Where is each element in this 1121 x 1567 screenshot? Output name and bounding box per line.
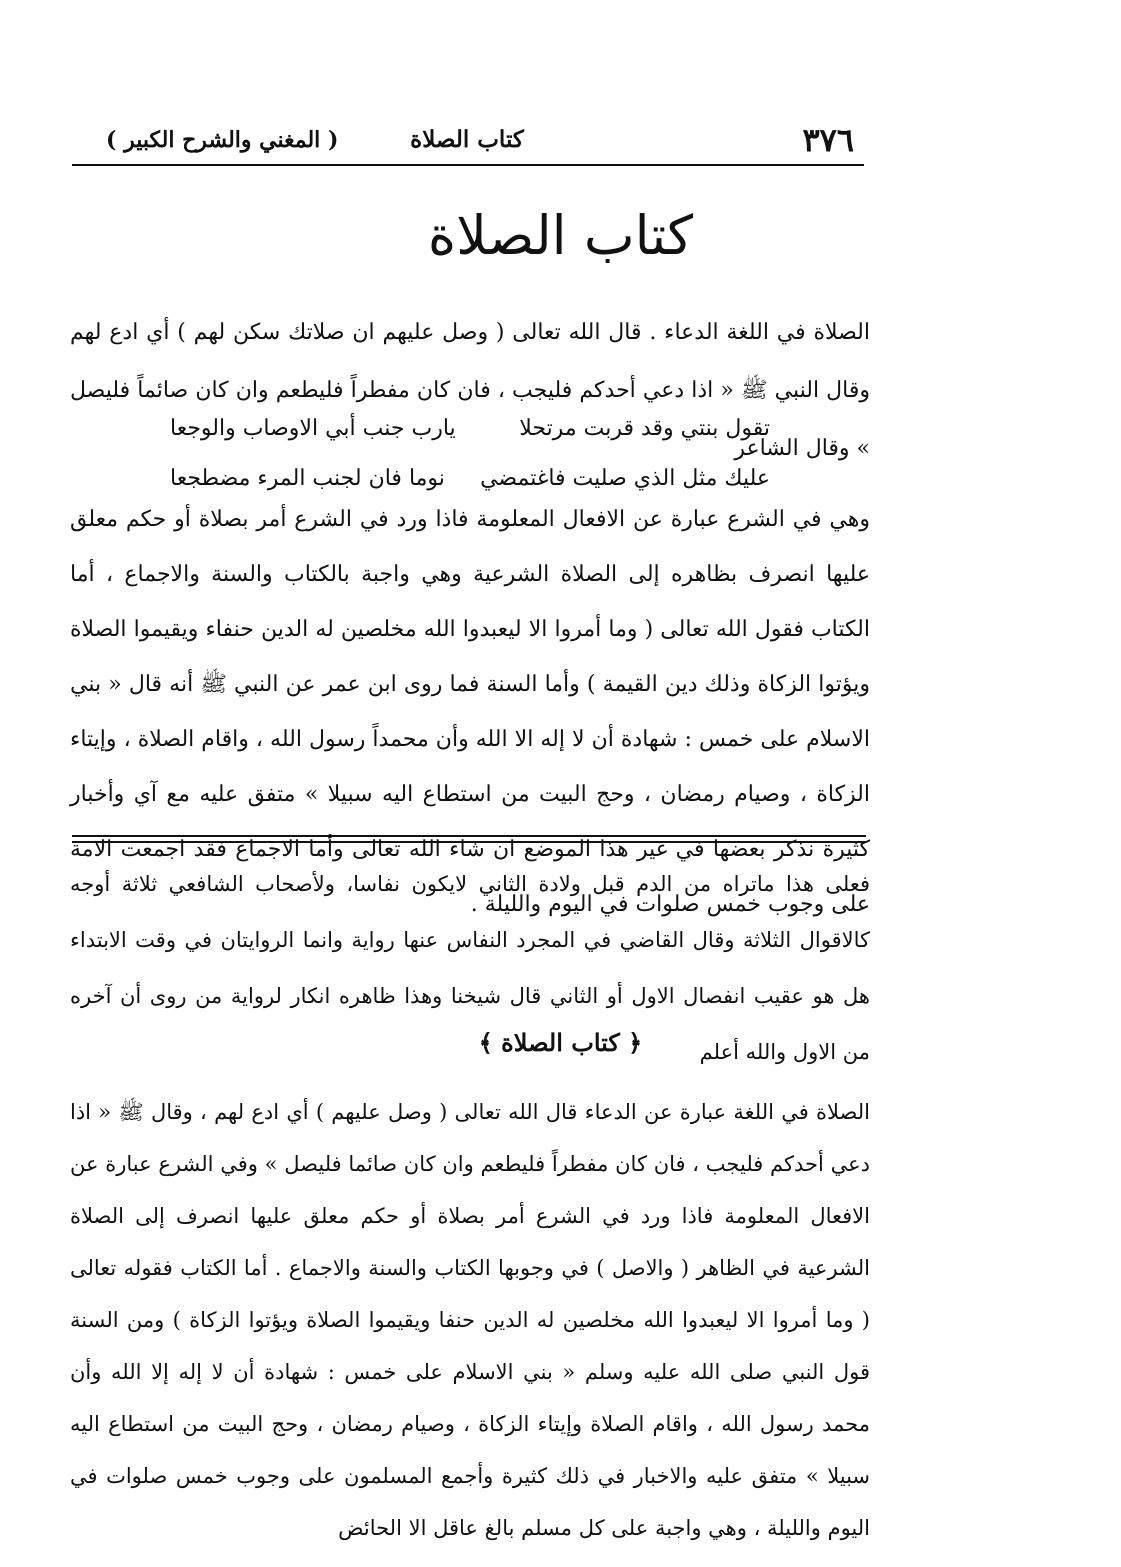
poem-verse-1 (170, 404, 770, 454)
header-rule (72, 164, 864, 166)
book-title: ( المغني والشرح الكبير ) (106, 127, 339, 153)
commentary-main (70, 1086, 870, 1554)
poem-verse-1-second: يارب جنب أبي الاوصاب والوجعا (170, 416, 456, 441)
poem-verse-1-first: تقول بنتي وقد قربت مرتحلا (519, 416, 770, 441)
chapter-title: كتاب الصلاة (427, 204, 694, 267)
matn-paragraph-2: وهي في الشرع عبارة عن الافعال المعلومة فاذا ورد في الشرع أمر بصلاة أو حكم معلق عليها انصرف بظاهره إلى الصلاة الشرعية وهي واجبة بالكتاب والسنة والاجماع ، أما الكتاب فقول الله تعالى ( وما أمروا الا ليعبدوا الله مخلصين له الدين حنفاء ويقيموا الصلاة ويؤتوا الزكاة وذلك دين القيمة ) وأما السنة فما روى ابن عمر عن النبي ﷺ أنه قال « بني الاسلام على خمس : شهادة أن لا إله الا الله وأن محمداً رسول الله ، واقام الصلاة ، وإيتاء الزكاة ، وصيام رمضان ، وحج البيت من استطاع اليه سبيلا » متفق عليه مع آي وأخبار كثيرة نذكر بعضها في غير هذا الموضع ان شاء الله تعالى وأما الاجماع فقد اجمعت الامة على وجوب خمس صلوات في اليوم والليلة . (70, 507, 870, 917)
page-header (72, 118, 862, 162)
section-divider (72, 835, 866, 843)
poem-verses (170, 404, 770, 504)
matn-paragraph-1: الصلاة في اللغة الدعاء . قال الله تعالى ( وصل عليهم ان صلاتك سكن لهم ) أي ادع لهم وقال النبي ﷺ « اذا دعي أحدكم فليجب ، فان كان مفطراً فليطعم وان كان صائماً فليصل » وقال الشاعر (70, 320, 870, 461)
page-number: ٣٧٦ (802, 121, 854, 159)
commentary-top-paragraph: فعلى هذا ماتراه من الدم قبل ولادة الثاني لايكون نفاسا، ولأصحاب الشافعي ثلاثة أوجه كالاقوال الثلاثة وقال القاضي في المجرد النفاس عنها رواية وانما الروايتان في وقت الابتداء هل هو عقيب انفصال الاول أو الثاني قال شيخنا وهذا ظاهره انكار لرواية من روى أن آخره من الاول والله أعلم (70, 872, 870, 1064)
running-title: كتاب الصلاة (410, 126, 524, 153)
commentary-section-heading: ﴿ كتاب الصلاة ﴾ (478, 1028, 643, 1057)
commentary-main-paragraph: الصلاة في اللغة عبارة عن الدعاء قال الله تعالى ( وصل عليهم ) أي ادع لهم ، وقال ﷺ « اذا دعي أحدكم فليجب ، فان كان مفطراً فليطعم وان كان صائما فليصل » وفي الشرع عبارة عن الافعال المعلومة فاذا ورد في الشرع أمر بصلاة أو حكم معلق عليها انصرف إلى الصلاة الشرعية في الظاهر ( والاصل ) في وجوبها الكتاب والسنة والاجماع . أما الكتاب فقوله تعالى ( وما أمروا الا ليعبدوا الله مخلصين له الدين حنفا ويقيموا الصلاة ويؤتوا الزكاة ) ومن السنة قول النبي صلى الله عليه وسلم « بني الاسلام على خمس : شهادة أن لا إله إلا الله وأن محمد رسول الله ، واقام الصلاة وإيتاء الزكاة ، وصيام رمضان ، وحج البيت من استطاع اليه سبيلا » متفق عليه والاخبار في ذلك كثيرة وأجمع المسلمون على وجوب خمس صلوات في اليوم والليلة ، وهي واجبة على كل مسلم بالغ عاقل الا الحائض (70, 1100, 870, 1540)
poem-verse-2-second: نوما فان لجنب المرء مضطجعا (170, 466, 445, 491)
poem-verse-2-first: عليك مثل الذي صليت فاغتمضي (480, 466, 770, 491)
